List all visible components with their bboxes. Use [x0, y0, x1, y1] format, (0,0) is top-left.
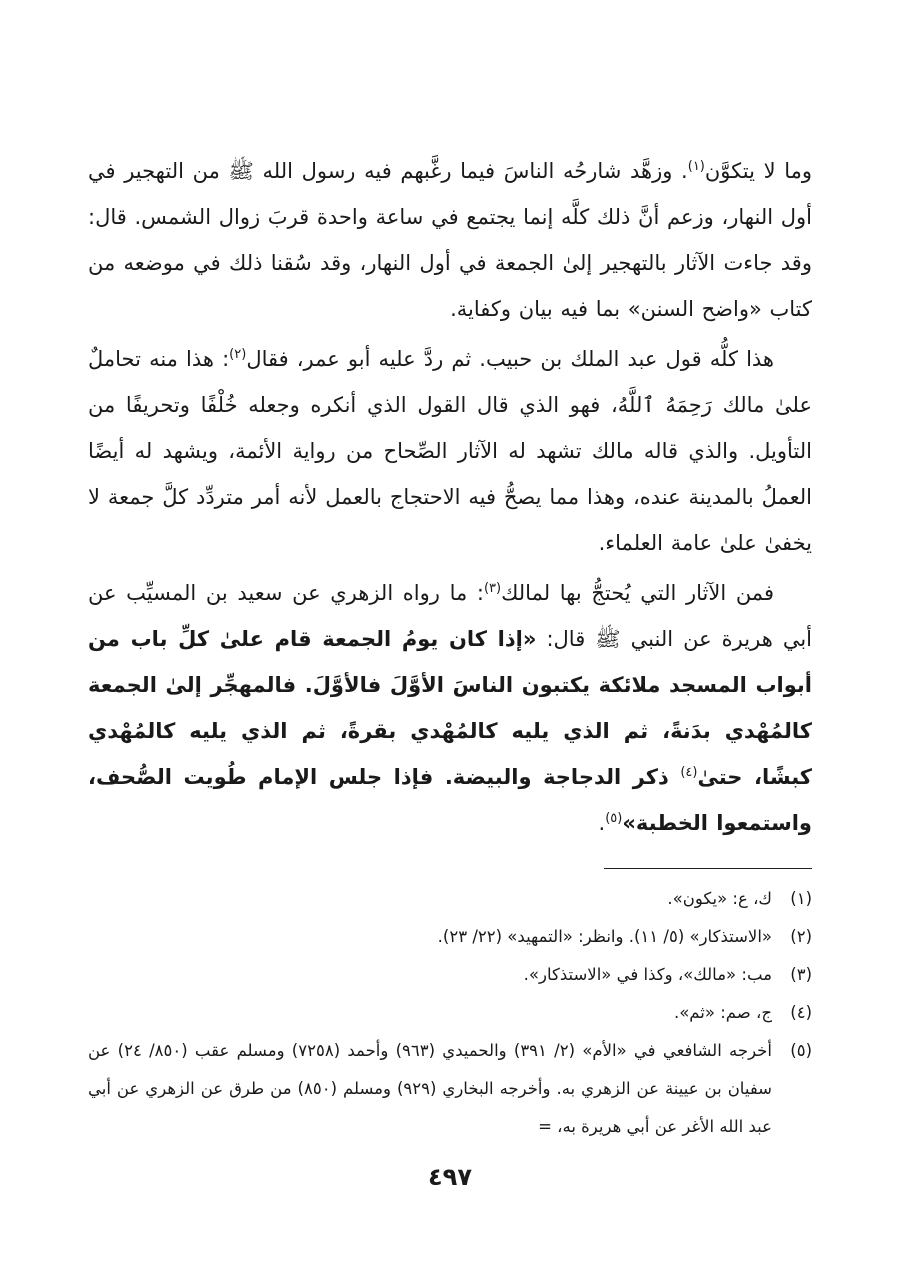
page-number: ٤٩٧ [428, 1163, 472, 1191]
hadith-quote-a: «إذا كان يومُ الجمعة قام علىٰ كلِّ باب من أبواب المسجد ملائكة يكتبون الناسَ الأوَّلَ فالأوَّلَ. فالمهجِّر إلىٰ الجمعة كالمُهْدي بدَنةً، ثم الذي يليه كالمُهْدي بقرةً، ثم الذي يليه كالمُهْدي كبشًا، حتىٰ [88, 627, 812, 789]
paragraph-2-text-a: هذا كلُّه قول عبد الملك بن حبيب. ثم ردَّ عليه أبو عمر، فقال [246, 347, 775, 371]
footnote-text: ك، ع: «يكون». [667, 889, 772, 908]
hadith-quote-b: ذكر الدجاجة والبيضة. فإذا جلس الإمام طُويت الصُّحف، واستمعوا الخطبة» [88, 765, 812, 835]
footnote-text: أخرجه الشافعي في «الأم» (٢/ ٣٩١) والحميدي (٩٦٣) وأحمد (٧٢٥٨) ومسلم عقب (٨٥٠/ ٢٤) عن سفيان بن عيينة عن الزهري به. وأخرجه البخاري (٩٢٩) ومسلم (٨٥٠) من طرق عن الزهري عن أبي عبد الله الأغر عن أبي هريرة به، = [88, 1041, 772, 1136]
paragraph-3-text-b: : ما رواه الزهري عن سعيد بن المسيِّب عن أبي هريرة عن النبي ﷺ قال: [88, 581, 812, 651]
footnote-ref-1[interactable]: (١) [687, 159, 705, 174]
paragraph-3-text-a: فمن الآثار التي يُحتجُّ بها لمالك [501, 581, 774, 605]
footnotes [88, 880, 812, 1146]
paragraph-1-text-b: . وزهَّد شارحُه الناسَ فيما رغَّبهم فيه رسول الله ﷺ من التهجير في أول النهار، وزعم أنَّ ذلك كلَّه إنما يجتمع في ساعة واحدة قربَ زوال الشمس. قال: وقد جاءت الآثار بالتهجير إلىٰ الجمعة في أول النهار، وقد سُقنا ذلك في موضعه من كتاب «واضح السنن» بما فيه بيان وكفاية. [88, 159, 812, 321]
footnote-number: (٢) [790, 927, 812, 946]
paragraph-2 [88, 336, 812, 566]
paragraph-1-text-a: وما لا يتكوَّن [704, 159, 812, 183]
footnote-ref-4[interactable]: (٤) [680, 765, 698, 780]
paragraph-3 [88, 570, 812, 846]
main-text [88, 148, 812, 846]
footnote-3 [88, 956, 812, 994]
footnote-divider [604, 868, 812, 869]
footnote-4 [88, 994, 812, 1032]
footnote-text: ج، صم: «ثم». [673, 1003, 772, 1022]
footnote-1 [88, 880, 812, 918]
footnote-number: (١) [790, 889, 812, 908]
footnote-number: (٥) [790, 1041, 812, 1060]
paragraph-2-text-b: : هذا منه تحاملٌ علىٰ مالك رَحِمَهُ ٱللَّهُ، فهو الذي قال القول الذي أنكره وجعله خُلْفًا وتحريفًا من التأويل. والذي قاله مالك تشهد له الآثار الصِّحاح من رواية الأئمة، ويشهد له أيضًا العملُ بالمدينة عنده، وهذا مما يصحُّ فيه الاحتجاج بالعمل لأنه أمر متردِّد كلَّ جمعة لا يخفىٰ علىٰ عامة العلماء. [88, 347, 812, 555]
footnote-ref-5[interactable]: (٥) [605, 811, 623, 826]
footnote-5 [88, 1032, 812, 1146]
footnote-text: مب: «مالك»، وكذا في «الاستذكار». [523, 965, 772, 984]
paragraph-1 [88, 148, 812, 332]
footnote-text: «الاستذكار» (٥/ ١١). وانظر: «التمهيد» (٢٢/ ٢٣). [437, 927, 772, 946]
footnote-2 [88, 918, 812, 956]
footnote-ref-2[interactable]: (٢) [229, 347, 247, 362]
paragraph-3-end: . [598, 811, 606, 835]
footnote-number: (٣) [790, 965, 812, 984]
footnote-number: (٤) [790, 1003, 812, 1022]
footnote-ref-3[interactable]: (٣) [483, 581, 502, 596]
